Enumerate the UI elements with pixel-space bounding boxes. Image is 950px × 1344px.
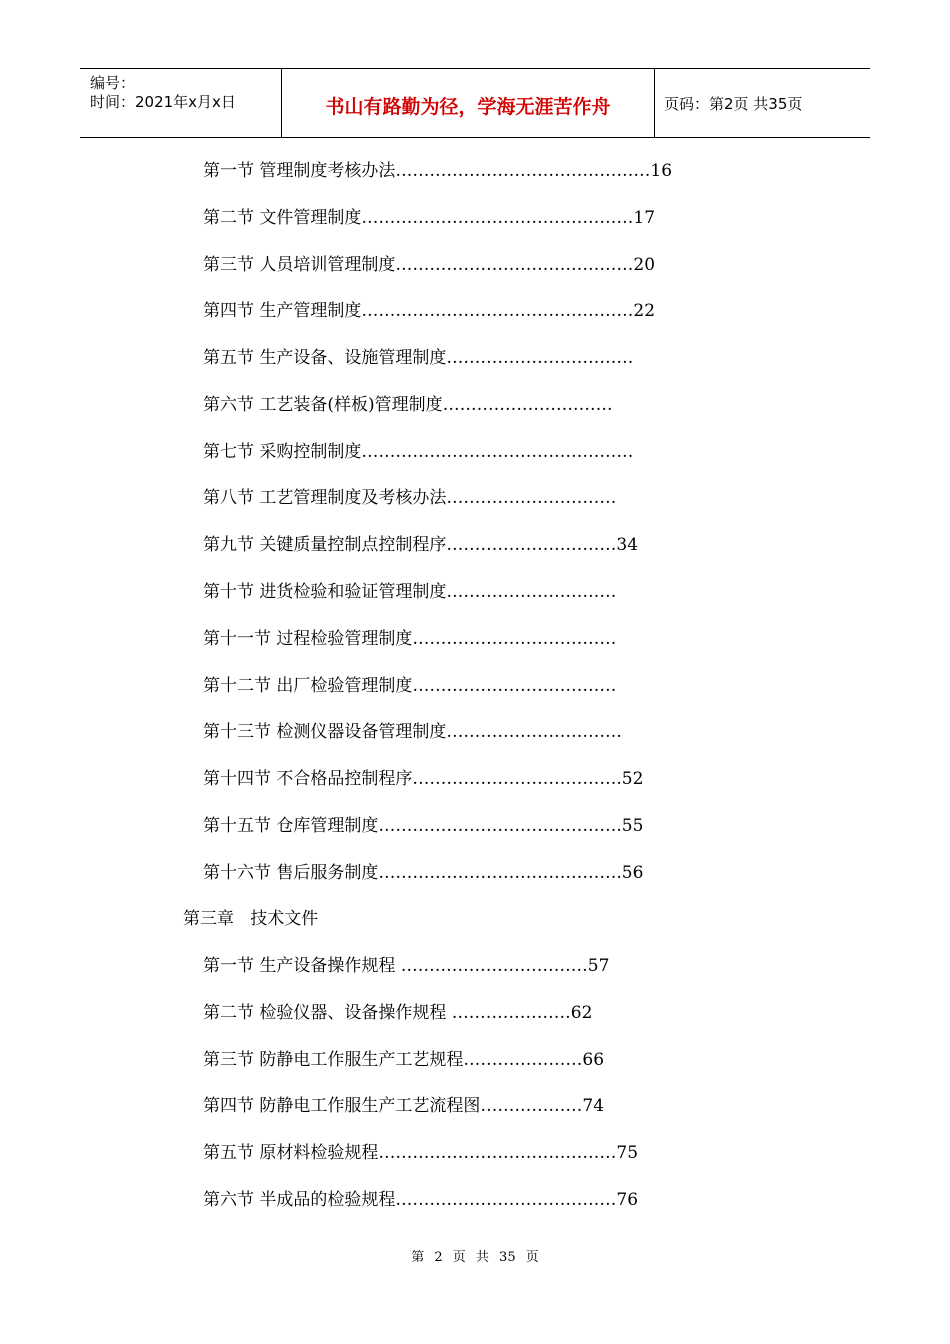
header-motto-cell [282,69,655,137]
toc-entry[interactable]: 第二节 检验仪器、设备操作规程 …………………62 [203,1003,593,1023]
toc-entry[interactable]: 第十六节 售后服务制度…………………………………….56 [203,863,644,883]
toc-entry[interactable]: 第三节 防静电工作服生产工艺规程…………………66 [203,1050,605,1070]
toc-entry[interactable]: 第九节 关键质量控制点控制程序…………………………34 [203,535,639,555]
toc-entry[interactable]: 第十四节 不合格品控制程序……………………………….52 [203,769,644,789]
toc-entry[interactable]: 第五节 原材料检验规程……………………………………75 [203,1143,639,1163]
toc-entry[interactable]: 第十三节 检测仪器设备管理制度…………………………. [203,722,622,742]
toc-chapter-heading[interactable]: 第三章 技术文件 [183,909,319,929]
toc-entry[interactable]: 第八节 工艺管理制度及考核办法………………………… [203,488,617,508]
toc-entry[interactable]: 第四节 生产管理制度…………………………………………22 [203,301,656,321]
toc-entry[interactable]: 第三节 人员培训管理制度……………………………………20 [203,255,656,275]
page-info: 页码：第2页 共35页 [664,95,803,113]
toc-entry[interactable]: 第五节 生产设备、设施管理制度…………………………… [203,348,634,368]
header-meta-cell [80,69,282,137]
toc-entry[interactable]: 第六节 半成品的检验规程…………………………………76 [203,1190,639,1210]
toc-entry[interactable]: 第十节 进货检验和验证管理制度………………………… [203,582,617,602]
page-header [80,68,870,138]
time-label: 时间：2021年x月x日 [90,93,236,111]
toc-entry[interactable]: 第七节 采购控制制度………………………………………… [203,442,634,462]
toc-entry[interactable]: 第一节 生产设备操作规程 ……………………………57 [203,956,610,976]
toc-entry[interactable]: 第四节 防静电工作服生产工艺流程图………………74 [203,1096,605,1116]
page-footer: 第 2 页 共 35 页 [411,1250,539,1265]
number-label: 编号： [90,74,136,92]
toc-entry[interactable]: 第十二节 出厂检验管理制度……………………………… [203,676,617,696]
toc-entry[interactable]: 第一节 管理制度考核办法………………………………………16 [203,161,673,181]
toc-entry[interactable]: 第十一节 过程检验管理制度……………………………… [203,629,617,649]
toc-entry[interactable]: 第六节 工艺装备(样板)管理制度………………………… [203,395,613,415]
motto-text: 书山有路勤为径，学海无涯苦作舟 [325,96,611,118]
toc-entry[interactable]: 第二节 文件管理制度…………………………………………17 [203,208,656,228]
toc-entry[interactable]: 第十五节 仓库管理制度…………………………………….55 [203,816,644,836]
